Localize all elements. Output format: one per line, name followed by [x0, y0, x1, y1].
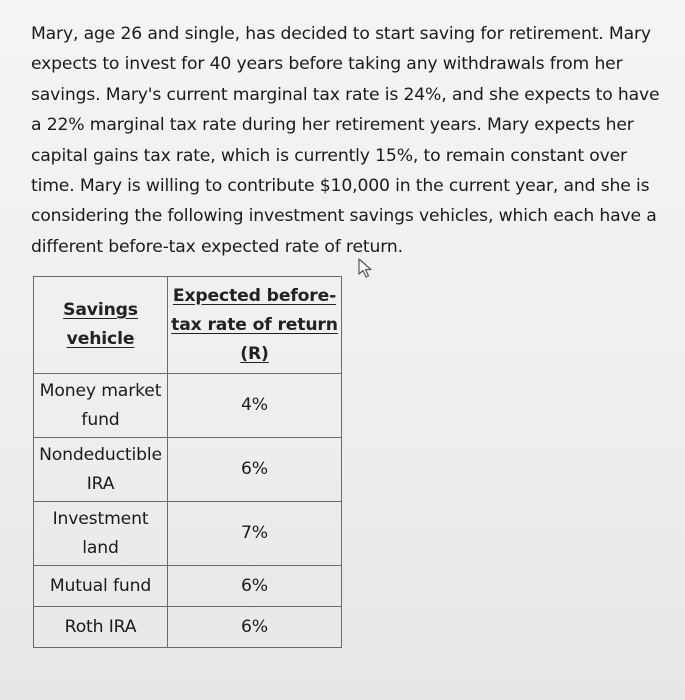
header-text: Savings — [63, 300, 138, 320]
paragraph-line: Mary, age 26 and single, has decided to start saving for retirement. Mary — [31, 24, 651, 44]
table-row — [34, 566, 342, 607]
paragraph-line: expects to invest for 40 years before taking any withdrawals from her — [31, 54, 623, 75]
header-text: vehicle — [66, 329, 135, 349]
header-text: Expected before- — [172, 285, 337, 306]
paragraph-line: capital gains tax rate, which is currently 15%, to remain constant over — [31, 145, 627, 166]
paragraph-line: time. Mary is willing to contribute $10,000 in the current year, and she is — [31, 176, 650, 197]
problem-statement — [31, 19, 671, 262]
paragraph-line: considering the following investment savings vehicles, which each have a — [31, 206, 657, 227]
rate-cell: 7% — [168, 502, 342, 566]
vehicle-cell — [34, 502, 168, 566]
header-text: (R) — [240, 343, 269, 364]
vehicle-name: fund — [81, 409, 120, 430]
vehicle-name: land — [82, 537, 119, 558]
vehicle-cell — [34, 566, 168, 607]
vehicle-cell — [34, 374, 168, 438]
mouse-pointer-icon — [354, 257, 376, 279]
vehicle-name: IRA — [86, 473, 115, 494]
vehicle-name: Investment — [52, 508, 149, 529]
rate-cell: 6% — [168, 607, 342, 648]
rate-cell: 6% — [168, 566, 342, 607]
header-expected-rate — [168, 277, 342, 374]
vehicle-cell — [34, 438, 168, 502]
paragraph-line: savings. Mary's current marginal tax rate is 24%, and she expects to have — [31, 84, 660, 105]
vehicle-name: Nondeductible — [39, 444, 162, 465]
rate-cell: 4% — [168, 374, 342, 438]
vehicle-cell — [34, 607, 168, 648]
vehicle-name: Mutual fund — [49, 575, 152, 596]
vehicle-name: Roth IRA — [64, 616, 137, 637]
paragraph-line: different before-tax expected rate of return. — [31, 236, 403, 257]
paragraph-line: a 22% marginal tax rate during her retirement years. Mary expects her — [31, 115, 634, 136]
table-row — [34, 438, 342, 502]
vehicle-name: Money market — [39, 380, 162, 401]
table-row — [34, 502, 342, 566]
header-savings-vehicle — [34, 277, 168, 374]
table-header-row — [34, 277, 342, 374]
table-row — [34, 374, 342, 438]
savings-vehicles-table — [33, 276, 342, 648]
header-text: tax rate of return — [171, 314, 338, 335]
table-row — [34, 607, 342, 648]
rate-cell: 6% — [168, 438, 342, 502]
